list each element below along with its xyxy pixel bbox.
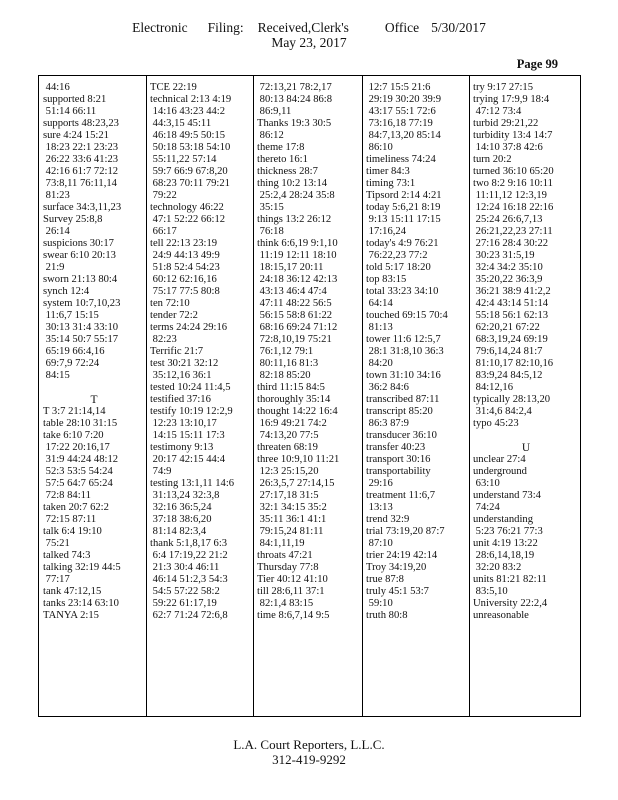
index-entry: turned 36:10 65:20 xyxy=(473,166,554,177)
index-entry: 82:1,4 83:15 xyxy=(257,598,314,609)
index-entry: 27:16 28:4 30:22 xyxy=(473,238,549,249)
index-entry: 5:23 76:21 77:3 xyxy=(473,526,543,537)
filing-word-2: Filing: xyxy=(207,20,244,35)
index-entry: 30:23 31:5,19 xyxy=(473,250,535,261)
index-entry: 55:18 56:1 62:13 xyxy=(473,310,549,321)
index-entry: 35:12,16 36:1 xyxy=(150,370,212,381)
index-entry: units 81:21 82:11 xyxy=(473,574,547,585)
index-column-3 xyxy=(257,82,361,712)
index-entry: 46:18 49:5 50:15 xyxy=(150,130,226,141)
index-entry: 86:10 xyxy=(366,142,393,153)
index-entry: 31:9 44:24 48:12 xyxy=(43,454,119,465)
index-entry: trier 24:19 42:14 xyxy=(366,550,438,561)
index-entry: tested 10:24 11:4,5 xyxy=(150,382,231,393)
index-entry: 66:17 xyxy=(150,226,177,237)
index-entry: 80:13 84:24 86:8 xyxy=(257,94,333,105)
index-entry: Tier 40:12 41:10 xyxy=(257,574,328,585)
index-entry: system 10:7,10,23 xyxy=(43,298,121,309)
index-entry: underground xyxy=(473,466,527,477)
hearing-date: May 23, 2017 xyxy=(271,35,347,50)
index-entry: 69:7,9 72:24 xyxy=(43,358,100,369)
index-entry: today's 4:9 76:21 xyxy=(366,238,439,249)
index-entry: transfer 40:23 xyxy=(366,442,426,453)
index-entry: 73:8,11 76:11,14 xyxy=(43,178,117,189)
index-entry: 18:15,17 20:11 xyxy=(257,262,324,273)
index-entry: 44:16 xyxy=(43,82,70,93)
index-entry: 50:18 53:18 54:10 xyxy=(150,142,231,153)
index-entry: 72:8,10,19 75:21 xyxy=(257,334,332,345)
index-entry: 24:18 36:12 42:13 xyxy=(257,274,338,285)
index-entry: typo 45:23 xyxy=(473,418,519,429)
index-entry: test 30:21 32:12 xyxy=(150,358,219,369)
index-entry: transcript 85:20 xyxy=(366,406,433,417)
footer-phone: 312-419-9292 xyxy=(272,752,346,767)
index-entry: sure 4:24 15:21 xyxy=(43,130,109,141)
index-entry: 12:3 25:15,20 xyxy=(257,466,319,477)
index-entry: transcribed 87:11 xyxy=(366,394,440,405)
index-entry: 32:4 34:2 35:10 xyxy=(473,262,543,273)
index-entry: testify 10:19 12:2,9 xyxy=(150,406,233,417)
index-entry: talked 74:3 xyxy=(43,550,91,561)
index-entry: table 28:10 31:15 xyxy=(43,418,118,429)
index-entry: 21:3 30:4 46:11 xyxy=(150,562,220,573)
index-entry: 46:14 51:2,3 54:3 xyxy=(150,574,228,585)
index-entry: thing 10:2 13:14 xyxy=(257,178,328,189)
index-entry: 72:15 87:11 xyxy=(43,514,97,525)
index-column-4 xyxy=(366,82,468,712)
index-entry: 87:10 xyxy=(366,538,393,549)
index-entry: 81:14 82:3,4 xyxy=(150,526,207,537)
filing-word-5: 5/30/2017 xyxy=(431,20,486,35)
index-entry: 86:12 xyxy=(257,130,284,141)
index-entry xyxy=(473,430,579,442)
index-entry xyxy=(43,382,145,394)
index-entry: 42:4 43:14 51:14 xyxy=(473,298,549,309)
index-entry: testimony 9:13 xyxy=(150,442,214,453)
index-entry: top 83:15 xyxy=(366,274,407,285)
column-divider xyxy=(469,76,470,716)
index-entry: testified 37:16 xyxy=(150,394,211,405)
index-entry: 35:11 36:1 41:1 xyxy=(257,514,327,525)
index-entry: 35:20,22 36:3,9 xyxy=(473,274,543,285)
column-divider xyxy=(253,76,254,716)
index-entry: 26:22 33:6 41:23 xyxy=(43,154,119,165)
index-entry: technology 46:22 xyxy=(150,202,224,213)
index-entry: 83:9,24 84:5,12 xyxy=(473,370,543,381)
index-entry: third 11:15 84:5 xyxy=(257,382,325,393)
index-entry: 11:19 12:11 18:10 xyxy=(257,250,337,261)
index-entry: timeliness 74:24 xyxy=(366,154,436,165)
index-entry: 68:3,19,24 69:19 xyxy=(473,334,548,345)
index-entry: threaten 68:19 xyxy=(257,442,318,453)
index-entry: 72:8 84:11 xyxy=(43,490,91,501)
index-entry: 52:3 53:5 54:24 xyxy=(43,466,113,477)
index-entry: 30:13 31:4 33:10 xyxy=(43,322,119,333)
index-entry: 79:22 xyxy=(150,190,177,201)
index-entry: 81:23 xyxy=(43,190,70,201)
index-entry: 54:5 57:22 58:2 xyxy=(150,586,220,597)
index-entry: Troy 34:19,20 xyxy=(366,562,427,573)
index-entry: 68:23 70:11 79:21 xyxy=(150,178,230,189)
index-entry: tank 47:12,15 xyxy=(43,586,102,597)
index-entry: 24:9 44:13 49:9 xyxy=(150,250,220,261)
index-entry: 83:5,10 xyxy=(473,586,508,597)
index-entry: TANYA 2:15 xyxy=(43,610,99,621)
index-entry: 12:24 16:18 22:16 xyxy=(473,202,554,213)
index-entry: swear 6:10 20:13 xyxy=(43,250,116,261)
index-entry: 74:9 xyxy=(150,466,172,477)
index-entry: 80:11,16 81:3 xyxy=(257,358,319,369)
index-entry: 51:14 66:11 xyxy=(43,106,97,117)
index-entry: 14:16 43:23 44:2 xyxy=(150,106,226,117)
index-entry: turbidity 13:4 14:7 xyxy=(473,130,553,141)
index-entry: 25:2,4 28:24 35:8 xyxy=(257,190,335,201)
index-entry: typically 28:13,20 xyxy=(473,394,551,405)
section-letter: U xyxy=(521,442,531,454)
index-entry: 59:7 66:9 67:8,20 xyxy=(150,166,228,177)
index-entry: 11:11,12 12:3,19 xyxy=(473,190,547,201)
index-entry: thank 5:1,8,17 6:3 xyxy=(150,538,228,549)
index-entry: truth 80:8 xyxy=(366,610,408,621)
index-entry: tanks 23:14 63:10 xyxy=(43,598,119,609)
column-divider xyxy=(146,76,147,716)
index-entry: sworn 21:13 80:4 xyxy=(43,274,118,285)
index-entry: 72:13,21 78:2,17 xyxy=(257,82,332,93)
index-entry: 32:20 83:2 xyxy=(473,562,522,573)
index-entry: 84:1,11,19 xyxy=(257,538,305,549)
index-entry: timing 73:1 xyxy=(366,178,416,189)
index-entry: touched 69:15 70:4 xyxy=(366,310,448,321)
index-entry: 62:7 71:24 72:6,8 xyxy=(150,610,228,621)
index-entry: 37:18 38:6,20 xyxy=(150,514,212,525)
index-entry: 6:4 17:19,22 21:2 xyxy=(150,550,228,561)
index-entry: 32:16 36:5,24 xyxy=(150,502,212,513)
index-entry: 31:4,6 84:2,4 xyxy=(473,406,532,417)
index-entry: T 3:7 21:14,14 xyxy=(43,406,106,417)
index-entry: 26:14 xyxy=(43,226,70,237)
index-entry: treatment 11:6,7 xyxy=(366,490,436,501)
index-entry: transducer 36:10 xyxy=(366,430,437,441)
index-entry: 28:6,14,18,19 xyxy=(473,550,535,561)
index-entry: 43:13 46:4 47:4 xyxy=(257,286,327,297)
index-entry: 25:24 26:6,7,13 xyxy=(473,214,543,225)
index-entry: 79:6,14,24 81:7 xyxy=(473,346,543,357)
index-entry: 84:15 xyxy=(43,370,70,381)
index-entry: Thursday 77:8 xyxy=(257,562,319,573)
index-entry: 18:23 22:1 23:23 xyxy=(43,142,119,153)
index-entry: thickness 28:7 xyxy=(257,166,318,177)
page-number: Page 99 xyxy=(516,57,558,71)
index-entry: theme 17:8 xyxy=(257,142,305,153)
filing-word-3: Received,Clerk's xyxy=(257,20,349,35)
index-entry: 76:1,12 79:1 xyxy=(257,346,314,357)
index-column-2 xyxy=(150,82,252,712)
index-entry: truly 45:1 53:7 xyxy=(366,586,429,597)
index-entry: 29:19 30:20 39:9 xyxy=(366,94,442,105)
index-entry: till 28:6,11 37:1 xyxy=(257,586,325,597)
index-entry: 68:16 69:24 71:12 xyxy=(257,322,338,333)
index-entry: three 10:9,10 11:21 xyxy=(257,454,340,465)
index-entry: 9:13 15:11 17:15 xyxy=(366,214,441,225)
index-entry: 35:15 xyxy=(257,202,284,213)
index-entry: 47:12 73:4 xyxy=(473,106,522,117)
filing-word-1: Electronic xyxy=(132,20,188,35)
index-entry: 43:17 55:1 72:6 xyxy=(366,106,436,117)
index-entry: taken 20:7 62:2 xyxy=(43,502,109,513)
index-entry: 75:17 77:5 80:8 xyxy=(150,286,220,297)
footer-company: L.A. Court Reporters, L.L.C. xyxy=(233,737,385,752)
index-entry: 11:6,7 15:15 xyxy=(43,310,99,321)
index-entry: 82:23 xyxy=(150,334,177,345)
index-entry: 36:21 38:9 41:2,2 xyxy=(473,286,551,297)
index-entry: 42:16 61:7 72:12 xyxy=(43,166,119,177)
index-entry: 63:10 xyxy=(473,478,500,489)
index-entry: thoroughly 35:14 xyxy=(257,394,331,405)
index-entry: 29:16 xyxy=(366,478,393,489)
index-entry: 26:21,22,23 27:11 xyxy=(473,226,553,237)
index-entry: 84:12,16 xyxy=(473,382,514,393)
index-entry: Survey 25:8,8 xyxy=(43,214,103,225)
index-entry: 26:3,5,7 27:14,15 xyxy=(257,478,335,489)
index-entry: 79:15,24 81:11 xyxy=(257,526,324,537)
index-entry: 86:9,11 xyxy=(257,106,292,117)
index-entry: time 8:6,7,14 9:5 xyxy=(257,610,330,621)
index-entry: timer 84:3 xyxy=(366,166,410,177)
index-entry: things 13:2 26:12 xyxy=(257,214,332,225)
index-entry: supported 8:21 xyxy=(43,94,107,105)
index-column-1 xyxy=(43,82,145,712)
index-entry: 12:23 13:10,17 xyxy=(150,418,217,429)
index-entry: 14:15 15:11 17:3 xyxy=(150,430,225,441)
index-entry: 59:10 xyxy=(366,598,393,609)
index-entry: unit 4:19 13:22 xyxy=(473,538,538,549)
index-frame xyxy=(38,75,581,717)
index-entry: talking 32:19 44:5 xyxy=(43,562,121,573)
index-entry: 82:18 85:20 xyxy=(257,370,311,381)
index-entry: 57:5 64:7 65:24 xyxy=(43,478,113,489)
index-entry: today 5:6,21 8:19 xyxy=(366,202,441,213)
index-entry: thought 14:22 16:4 xyxy=(257,406,338,417)
index-entry: Thanks 19:3 30:5 xyxy=(257,118,332,129)
index-entry: tell 22:13 23:19 xyxy=(150,238,218,249)
index-entry: 20:17 42:15 44:4 xyxy=(150,454,226,465)
index-entry: 65:19 66:4,16 xyxy=(43,346,105,357)
index-entry: 84:7,13,20 85:14 xyxy=(366,130,441,141)
index-entry: transportability xyxy=(366,466,431,477)
index-entry: Tipsord 2:14 4:21 xyxy=(366,190,442,201)
index-entry: try 9:17 27:15 xyxy=(473,82,534,93)
index-entry: 21:9 xyxy=(43,262,65,273)
index-entry: 64:14 xyxy=(366,298,393,309)
index-entry: trying 17:9,9 18:4 xyxy=(473,94,550,105)
index-entry: 47:11 48:22 56:5 xyxy=(257,298,332,309)
index-entry: unclear 27:4 xyxy=(473,454,526,465)
index-entry: tender 72:2 xyxy=(150,310,198,321)
index-entry: true 87:8 xyxy=(366,574,404,585)
index-entry: tower 11:6 12:5,7 xyxy=(366,334,441,345)
index-entry: 16:9 49:21 74:2 xyxy=(257,418,327,429)
index-entry: 13:13 xyxy=(366,502,393,513)
index-column-5 xyxy=(473,82,579,712)
index-entry: Terrific 21:7 xyxy=(150,346,204,357)
index-entry: 60:12 62:16,16 xyxy=(150,274,217,285)
index-entry: synch 12:4 xyxy=(43,286,90,297)
index-entry: transport 30:16 xyxy=(366,454,431,465)
index-entry: two 8:2 9:16 10:11 xyxy=(473,178,553,189)
filing-word-4: Office xyxy=(384,20,420,35)
index-entry: 35:14 50:7 55:17 xyxy=(43,334,119,345)
index-entry: 81:10,17 82:10,16 xyxy=(473,358,554,369)
index-entry: town 31:10 34:16 xyxy=(366,370,441,381)
index-entry: 44:3,15 45:11 xyxy=(150,118,212,129)
index-entry: 76:22,23 77:2 xyxy=(366,250,428,261)
index-entry: 17:22 20:16,17 xyxy=(43,442,110,453)
index-entry: 55:11,22 57:14 xyxy=(150,154,217,165)
index-entry: suspicions 30:17 xyxy=(43,238,114,249)
index-entry: 73:16,18 77:19 xyxy=(366,118,433,129)
index-entry: think 6:6,19 9:1,10 xyxy=(257,238,338,249)
index-entry: 14:10 37:8 42:6 xyxy=(473,142,543,153)
index-entry: 17:16,24 xyxy=(366,226,407,237)
index-entry: 74:13,20 77:5 xyxy=(257,430,319,441)
index-entry: 31:13,24 32:3,8 xyxy=(150,490,220,501)
index-entry: trial 73:19,20 87:7 xyxy=(366,526,445,537)
index-entry: 56:15 58:8 61:22 xyxy=(257,310,333,321)
index-entry: 75:21 xyxy=(43,538,70,549)
index-entry: University 22:2,4 xyxy=(473,598,548,609)
index-entry: 28:1 31:8,10 36:3 xyxy=(366,346,444,357)
index-entry: 27:17,18 31:5 xyxy=(257,490,319,501)
index-entry: 36:2 84:6 xyxy=(366,382,409,393)
index-entry: 12:7 15:5 21:6 xyxy=(366,82,431,93)
index-entry: TCE 22:19 xyxy=(150,82,197,93)
index-entry: take 6:10 7:20 xyxy=(43,430,104,441)
index-entry: surface 34:3,11,23 xyxy=(43,202,122,213)
index-entry: 74:24 xyxy=(473,502,500,513)
index-entry: supports 48:23,23 xyxy=(43,118,119,129)
column-divider xyxy=(362,76,363,716)
index-entry: total 33:23 34:10 xyxy=(366,286,439,297)
index-entry: ten 72:10 xyxy=(150,298,190,309)
index-entry: 81:13 xyxy=(366,322,393,333)
index-entry: understanding xyxy=(473,514,534,525)
index-entry: 32:1 34:15 35:2 xyxy=(257,502,327,513)
index-entry: turbid 29:21,22 xyxy=(473,118,539,129)
index-entry: talk 6:4 19:10 xyxy=(43,526,102,537)
index-entry: 76:18 xyxy=(257,226,284,237)
index-entry: 62:20,21 67:22 xyxy=(473,322,540,333)
index-entry: trend 32:9 xyxy=(366,514,410,525)
index-entry: throats 47:21 xyxy=(257,550,313,561)
index-entry: thereto 16:1 xyxy=(257,154,308,165)
index-entry: unreasonable xyxy=(473,610,529,621)
index-entry: 47:1 52:22 66:12 xyxy=(150,214,226,225)
index-entry: 51:8 52:4 54:23 xyxy=(150,262,220,273)
index-entry: 84:20 xyxy=(366,358,393,369)
index-entry: 86:3 87:9 xyxy=(366,418,409,429)
section-letter: T xyxy=(90,394,98,406)
index-entry: turn 20:2 xyxy=(473,154,512,165)
index-entry: testing 13:1,11 14:6 xyxy=(150,478,235,489)
index-entry: told 5:17 18:20 xyxy=(366,262,431,273)
index-entry: understand 73:4 xyxy=(473,490,541,501)
index-entry: 59:22 61:17,19 xyxy=(150,598,217,609)
index-entry: terms 24:24 29:16 xyxy=(150,322,228,333)
filing-stamp xyxy=(0,20,618,36)
index-entry: 77:17 xyxy=(43,574,70,585)
index-entry: technical 2:13 4:19 xyxy=(150,94,232,105)
